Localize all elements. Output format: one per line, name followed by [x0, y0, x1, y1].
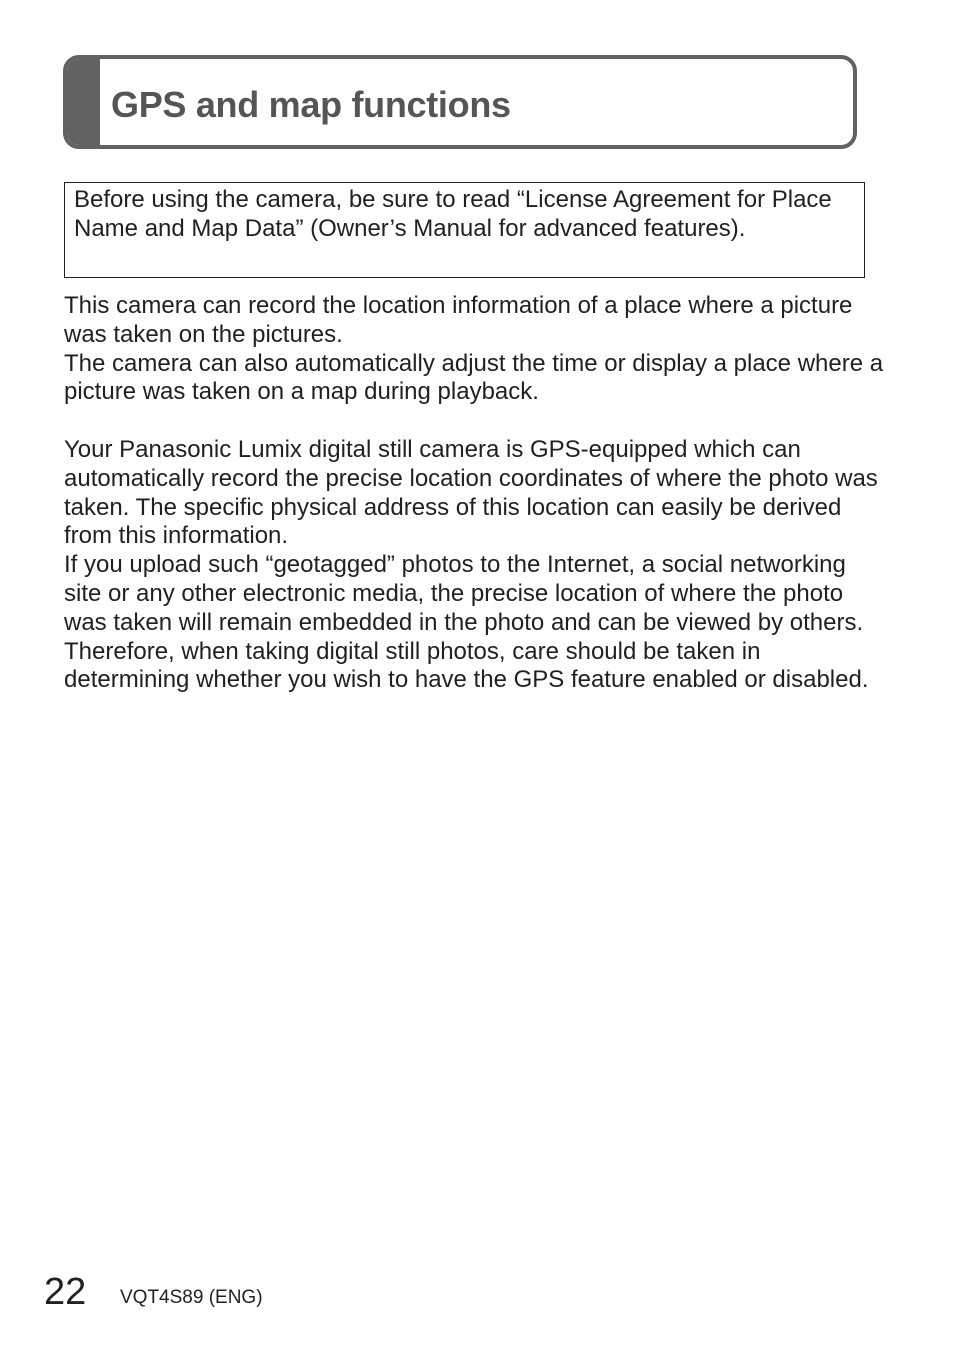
- paragraph: This camera can record the location information of a place where a picture was taken on the pictures.: [64, 292, 853, 348]
- paragraph: The camera can also automatically adjust the time or display a place where a picture was taken on a map during playback.: [64, 349, 884, 406]
- notice-box: Before using the camera, be sure to read “License Agreement for Place Name and Map Data” (Owner’s Manual for advanced features).: [64, 182, 865, 278]
- page-title: GPS and map functions: [111, 84, 511, 125]
- section-title-box: [63, 55, 857, 149]
- title-accent-bar: [67, 59, 100, 145]
- document-code: VQT4S89 (ENG): [120, 1287, 263, 1308]
- paragraph: Your Panasonic Lumix digital still camera is GPS-equipped which can automatically record the precise location coordinates of where the photo was taken. The specific physical address of this location can easily be derived from this information.: [64, 435, 878, 550]
- paragraph: If you upload such “geotagged” photos to the Internet, a social networking site or any other electronic media, the precise location of where the photo was taken will remain embedded in the photo and can be viewed by others.: [64, 551, 864, 636]
- page-number: 22: [44, 1271, 87, 1313]
- paragraph: Therefore, when taking digital still photos, care should be taken in determining whether you wish to have the GPS feature enabled or disabled.: [64, 637, 869, 694]
- body-text: [64, 292, 884, 695]
